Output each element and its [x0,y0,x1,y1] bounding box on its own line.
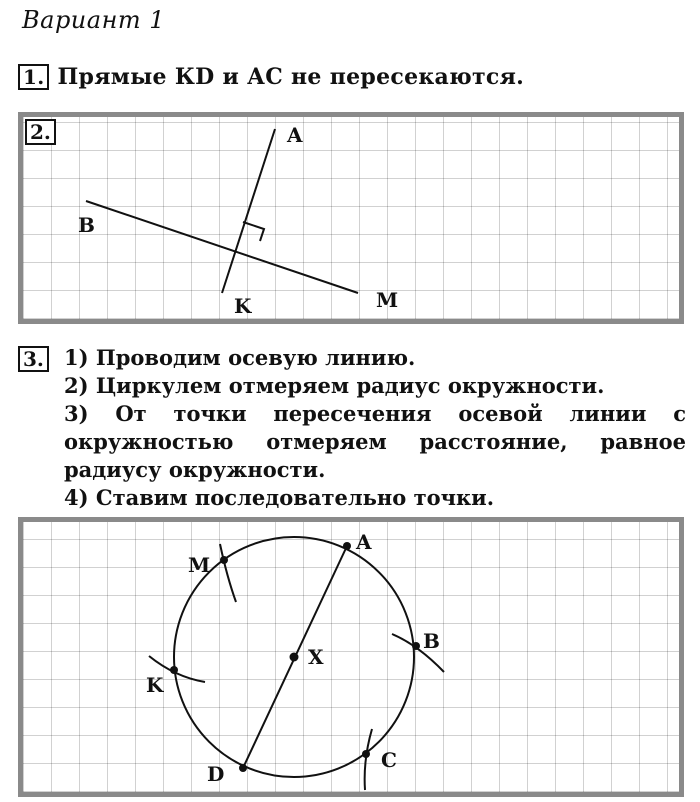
circle-construction-diagram [23,522,679,792]
perpendicular-lines-diagram [23,117,679,319]
variant-title: Вариант 1 [22,6,166,34]
line-ak [222,129,275,293]
label-k: K [234,294,252,318]
label-k: K [146,673,164,697]
right-angle-mark [243,222,264,241]
point-x [290,653,299,662]
label-a: A [356,530,372,554]
label-m: M [188,553,211,577]
label-c: C [381,748,397,772]
task-1-text: Прямые КD и АС не пересекаются. [57,64,525,90]
arc-mark-c [365,729,372,790]
step-1: 1) Проводим осевую линию. [64,345,416,370]
line-bm [86,201,358,293]
point-a [343,542,351,550]
label-x: X [308,645,324,669]
label-b: B [423,629,440,653]
task-2-drawing [18,112,684,324]
label-b: B [78,213,95,237]
task-1 [18,64,524,90]
label-m: M [376,288,399,312]
task-3-steps [64,344,686,512]
step-3: 3) От точки пересечения осевой линии с окружностью отмеряем расстояние, равное радиусу окружности. [64,401,686,482]
task-3-drawing [18,517,684,797]
point-d [239,764,247,772]
step-2: 2) Циркулем отмеряем радиус окружности. [64,373,605,398]
label-d: D [207,762,225,786]
task-1-number: 1. [18,64,49,90]
task-3 [18,344,686,512]
task-3-number: 3. [18,346,49,372]
label-a: A [287,123,303,147]
task-2-number: 2. [25,119,56,145]
step-4: 4) Ставим последовательно точки. [64,485,495,510]
